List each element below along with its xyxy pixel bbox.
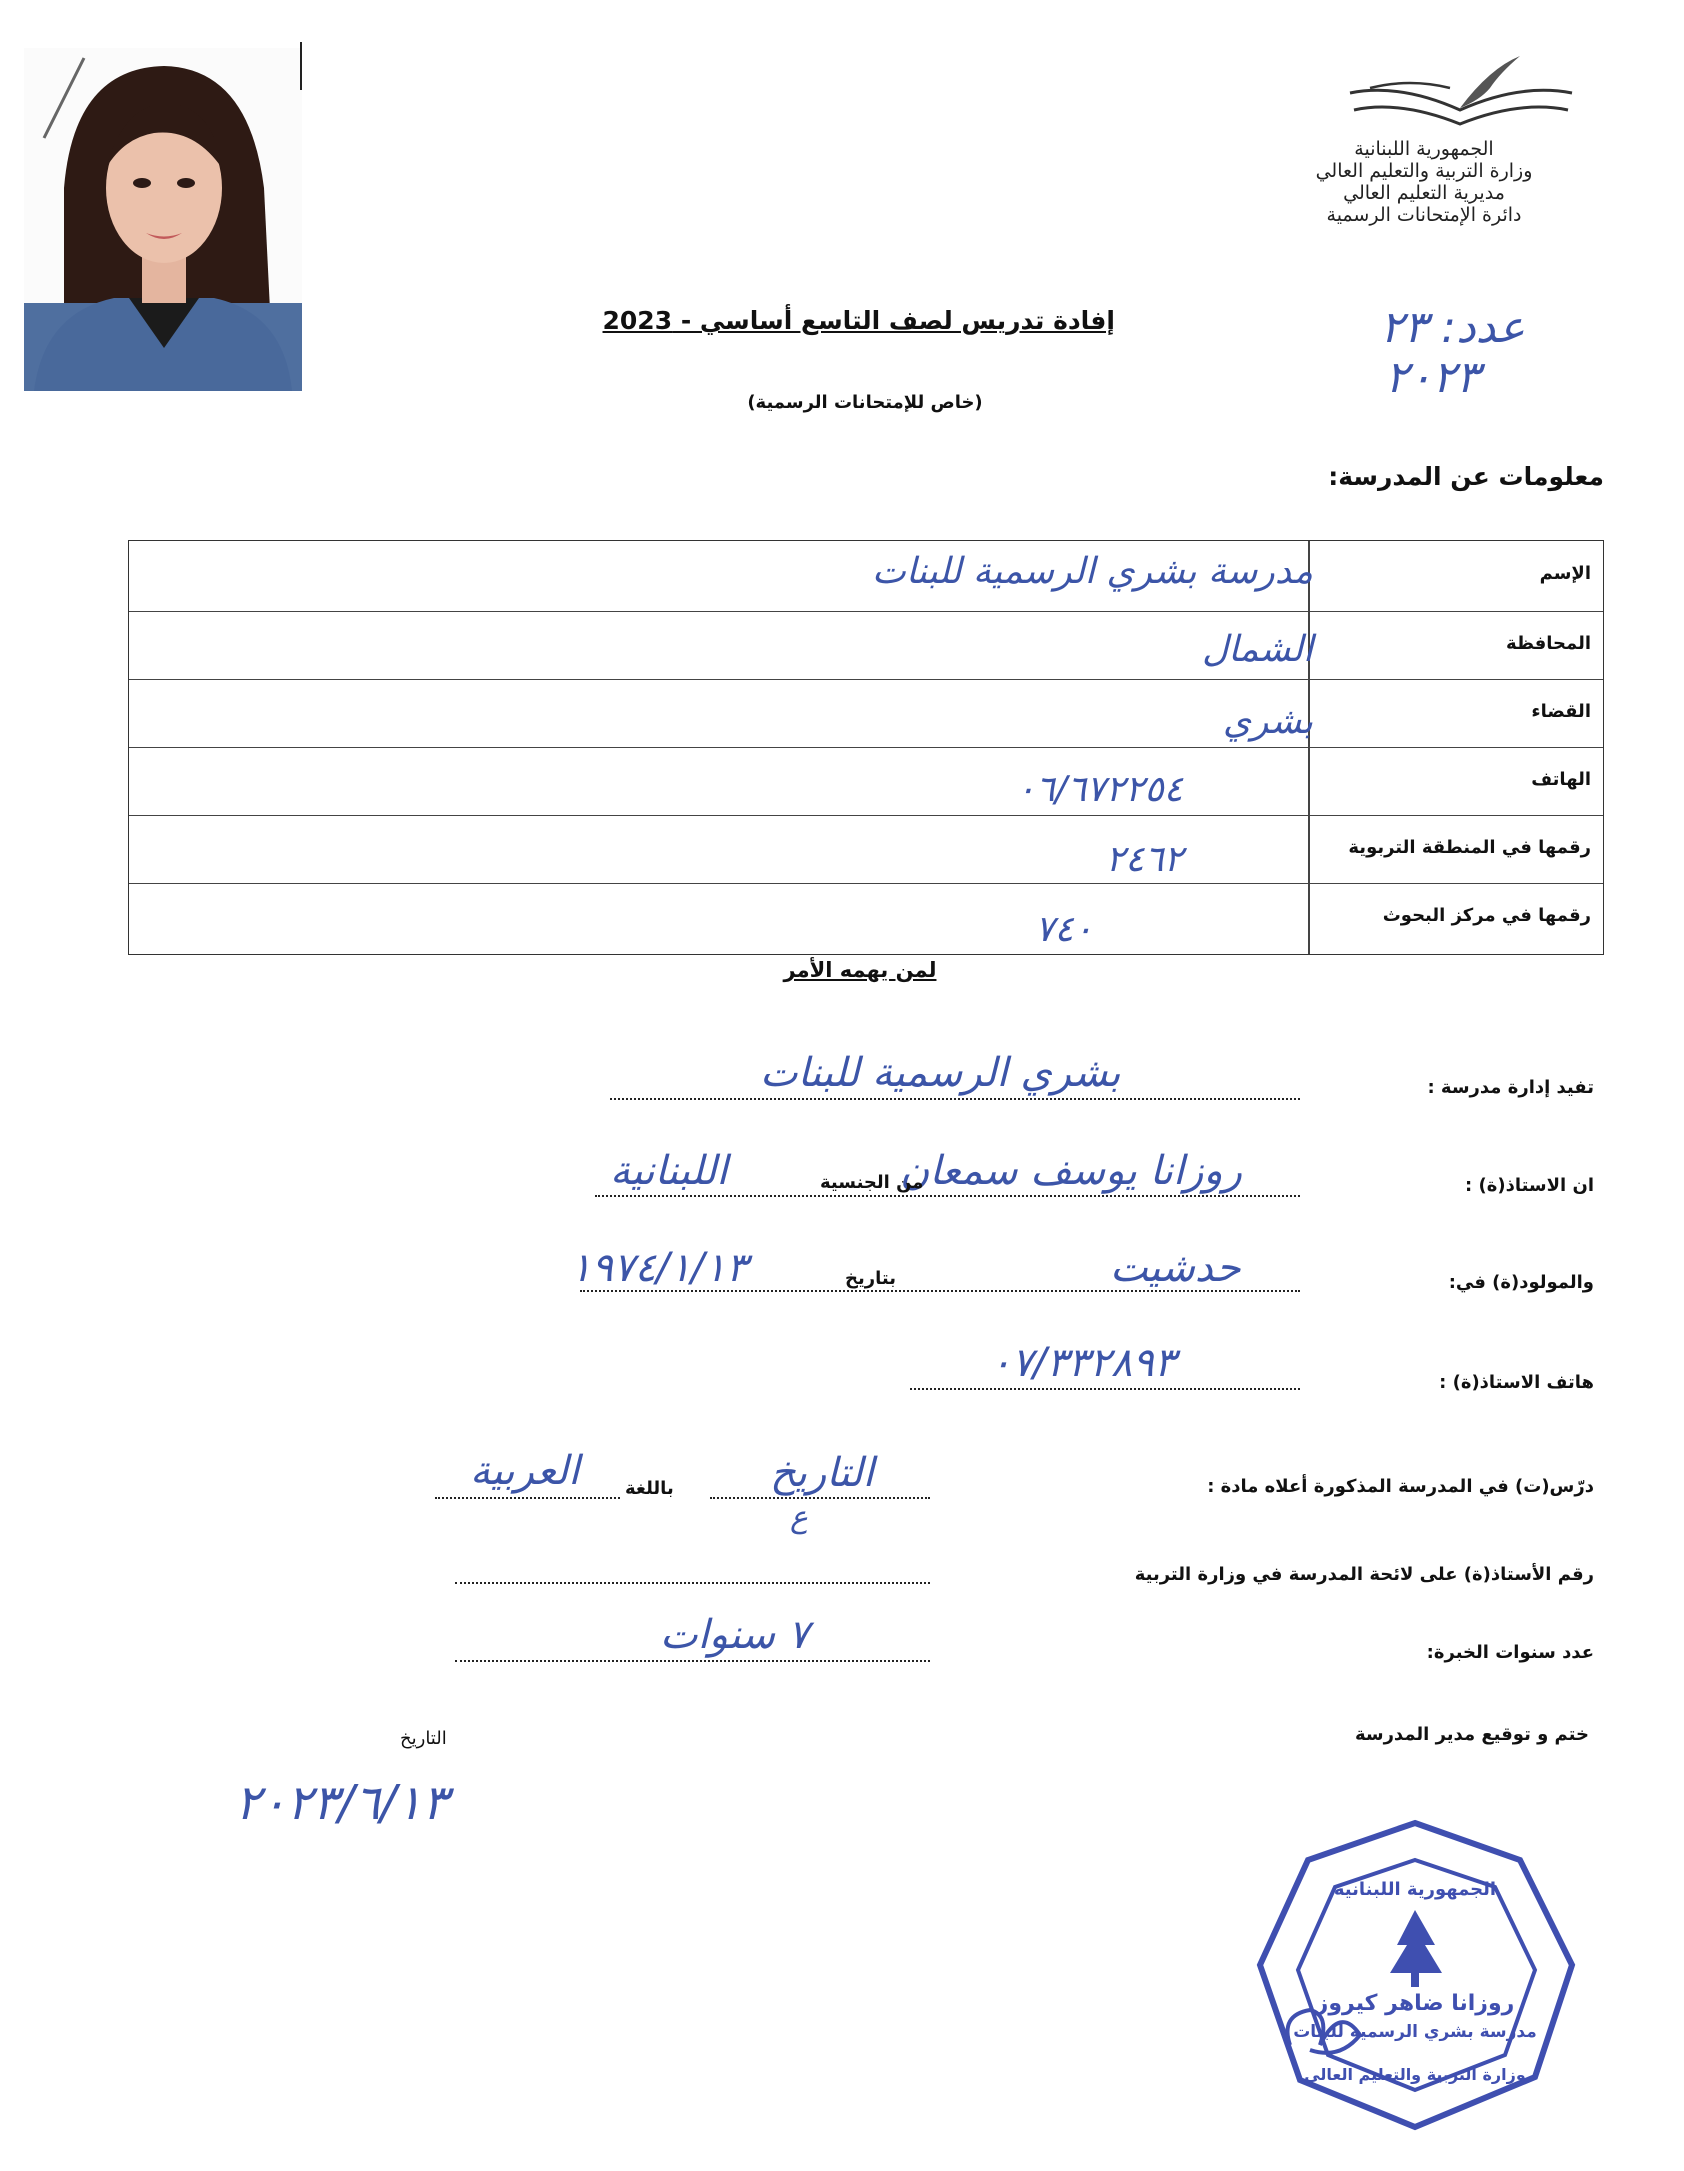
- language-dotline: [435, 1497, 620, 1499]
- registry-dotline: [455, 1582, 930, 1584]
- teacher-value: روزانا يوسف سمعان: [900, 1148, 1243, 1194]
- document-title: إفادة تدريس لصف التاسع أساسي - 2023: [602, 306, 1115, 335]
- experience-dotline: [455, 1660, 930, 1662]
- row-label: القضاء: [1531, 701, 1591, 722]
- ministry-header: [1264, 138, 1584, 226]
- subject-dotline: [710, 1497, 930, 1499]
- row-value: ٧٤٠: [1034, 909, 1093, 950]
- reference-number: عدد: ٢٣: [1380, 302, 1526, 353]
- school-info-heading: معلومات عن المدرسة:: [1328, 462, 1604, 491]
- ministry-logo: [1340, 48, 1580, 128]
- registry-label: رقم الأستاذ(ة) على لائحة المدرسة في وزارة التربية: [1134, 1564, 1594, 1585]
- row-label: رقمها في المنطقة التربوية: [1348, 837, 1591, 858]
- ministry-line: دائرة الإمتحانات الرسمية: [1326, 204, 1522, 226]
- teacher-phone-value: ٠٧/٣٣٢٨٩٣: [990, 1340, 1176, 1386]
- to-whom-heading: لمن يهمه الأمر: [783, 958, 937, 982]
- date-label: التاريخ: [400, 1728, 447, 1749]
- reference-year: ٢٠٢٣: [1385, 352, 1480, 403]
- row-label: الهاتف: [1531, 769, 1591, 790]
- language-label: باللغة: [625, 1478, 674, 1499]
- table-row: [129, 679, 1603, 748]
- row-label: رقمها في مركز البحوث: [1382, 905, 1591, 926]
- teacher-phone-dotline: [910, 1388, 1300, 1390]
- table-row: [129, 541, 1603, 612]
- subject-note: ع: [790, 1500, 808, 1535]
- experience-label: عدد سنوات الخبرة:: [1426, 1642, 1594, 1663]
- stamp-text: روزانا ضاهر كيروز: [1315, 1991, 1515, 2016]
- language-value: العربية: [470, 1448, 580, 1494]
- row-label: المحافظة: [1506, 633, 1591, 654]
- experience-value: ٧ سنوات: [660, 1612, 810, 1658]
- date-value: ٢٠٢٣/٦/١٣: [235, 1775, 448, 1831]
- row-value: مدرسة بشري الرسمية للبنات: [872, 551, 1313, 592]
- teacher-dotline: [595, 1195, 1300, 1197]
- table-row: [129, 815, 1603, 884]
- nationality-label: من الجنسية: [820, 1172, 924, 1193]
- table-row: [129, 747, 1603, 816]
- stamp-text: الجمهورية اللبنانية: [1333, 1879, 1497, 1900]
- school-label: تفيد إدارة مدرسة :: [1427, 1077, 1594, 1098]
- ministry-line: مديرية التعليم العالي: [1343, 182, 1505, 204]
- teacher-label: ان الاستاذ(ة) :: [1465, 1175, 1594, 1196]
- row-label: الإسم: [1539, 563, 1591, 584]
- row-value: بشري: [1222, 701, 1313, 742]
- ministry-line: الجمهورية اللبنانية: [1354, 138, 1494, 160]
- row-value: ٠٦/٦٧٢٢٥٤: [1016, 769, 1183, 810]
- row-value: الشمال: [1201, 629, 1313, 670]
- school-info-table: [128, 540, 1604, 955]
- school-value: بشري الرسمية للبنات: [760, 1050, 1121, 1096]
- subject-label: درّس(ت) في المدرسة المذكورة أعلاه مادة :: [1207, 1476, 1594, 1497]
- table-row: [129, 883, 1603, 953]
- margin-mark: [300, 42, 302, 90]
- stamp-text: مدرسة بشري الرسمية للبنات: [1293, 2022, 1537, 2042]
- teacher-phone-label: هاتف الاستاذ(ة) :: [1439, 1372, 1594, 1393]
- birthdate-label: بتاريخ: [845, 1268, 896, 1289]
- applicant-photo: [24, 48, 302, 391]
- document-subtitle: (خاص للإمتحانات الرسمية): [747, 392, 983, 413]
- birthplace-label: والمولود(ة) في:: [1448, 1272, 1594, 1293]
- school-dotline: [610, 1098, 1300, 1100]
- nationality-value: اللبنانية: [610, 1148, 728, 1194]
- table-row: [129, 611, 1603, 680]
- ministry-line: وزارة التربية والتعليم العالي: [1315, 160, 1533, 182]
- stamp-text: وزارة التربية والتعليم العالي: [1304, 2065, 1526, 2084]
- official-stamp: [1250, 1815, 1580, 2135]
- principal-signature-label: ختم و توقيع مدير المدرسة: [1354, 1724, 1589, 1745]
- birthplace-value: حدشيت: [1110, 1245, 1241, 1291]
- birthdate-value: ١٩٧٤/١/١٣: [570, 1245, 748, 1291]
- row-value: ٢٤٦٢: [1105, 839, 1183, 880]
- subject-value: التاريخ: [770, 1450, 874, 1496]
